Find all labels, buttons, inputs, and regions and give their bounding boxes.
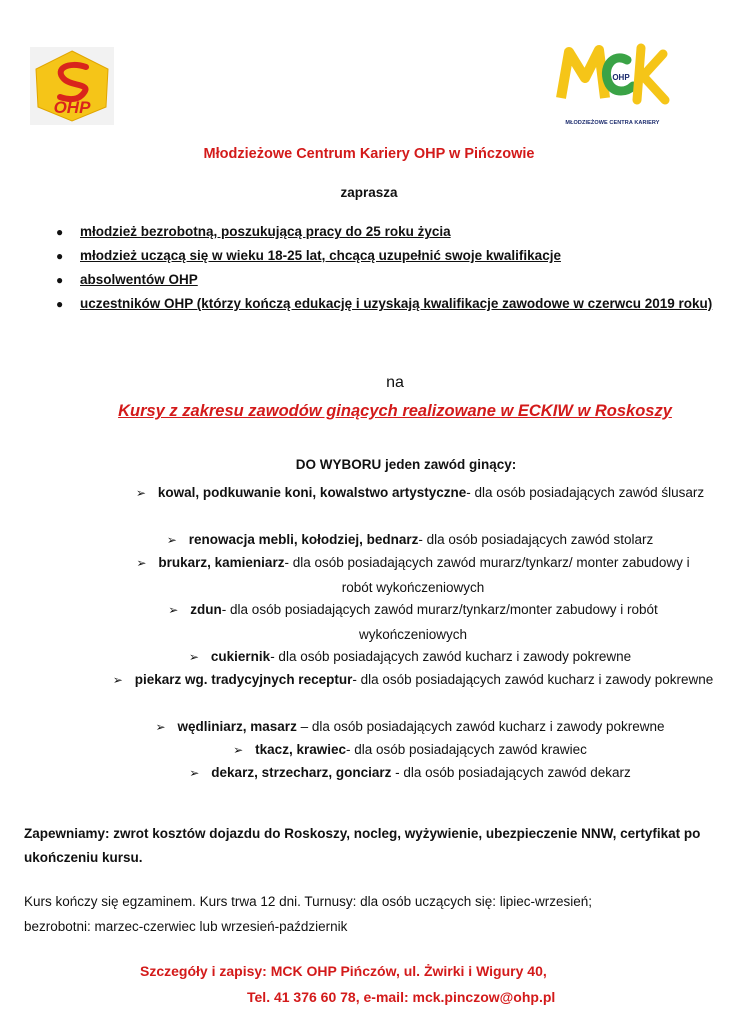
ohp-logo bbox=[30, 47, 114, 125]
course-item: ➢ zdun- dla osób posiadających zawód murarz/tynkarz/monter zabudowy i robót wykończeniowych bbox=[168, 602, 658, 642]
bullet-icon: ● bbox=[56, 273, 64, 287]
arrow-icon: ➢ bbox=[136, 556, 147, 570]
contact-phone-email: Tel. 41 376 60 78, e-mail: mck.pinczow@ohp.pl bbox=[247, 989, 556, 1005]
course-item: ➢ tkacz, krawiec- dla osób posiadających zawód krawiec bbox=[233, 742, 587, 757]
contact-address: Szczegóły i zapisy: MCK OHP Pińczów, ul. Żwirki i Wigury 40, bbox=[140, 963, 547, 979]
arrow-icon: ➢ bbox=[189, 766, 200, 780]
list-item: ● młodzież bezrobotną, poszukującą pracy do 25 roku życia bbox=[52, 220, 717, 244]
list-item: ● uczestników OHP (którzy kończą edukację i uzyskają kwalifikacje zawodowe w czerwcu 2019 roku) bbox=[52, 292, 717, 316]
title: Młodzieżowe Centrum Kariery OHP w Pińczowie bbox=[203, 146, 535, 162]
course-item: ➢ piekarz wg. tradycyjnych receptur- dla osób posiadających zawód kucharz i zawody pokrewne bbox=[112, 672, 714, 687]
mck-logo-ohp-text: OHP bbox=[612, 73, 630, 82]
mck-logo bbox=[555, 38, 670, 130]
bullet-icon: ● bbox=[56, 249, 64, 263]
arrow-icon: ➢ bbox=[233, 743, 244, 757]
guarantee-text: Zapewniamy: zwrot kosztów dojazdu do Roskoszy, nocleg, wyżywienie, ubezpieczenie NNW, certyfikat po ukończeniu kursu. bbox=[24, 826, 701, 865]
arrow-icon: ➢ bbox=[188, 650, 199, 664]
course-item: ➢ wędliniarz, masarz – dla osób posiadających zawód kucharz i zawody pokrewne bbox=[155, 719, 665, 734]
arrow-icon: ➢ bbox=[155, 720, 166, 734]
courses-title: Kursy z zakresu zawodów ginących realizowane w ECKIW w Roskoszy bbox=[118, 402, 672, 420]
course-item: ➢ renowacja mebli, kołodziej, bednarz- dla osób posiadających zawód stolarz bbox=[166, 532, 654, 547]
bullet-icon: ● bbox=[56, 225, 64, 239]
list-item: ● absolwentów OHP bbox=[52, 268, 717, 292]
audience-list bbox=[52, 220, 717, 316]
course-item: ➢ kowal, podkuwanie koni, kowalstwo artystyczne- dla osób posiadających zawód ślusarz bbox=[135, 485, 705, 500]
info-line: bezrobotni: marzec-czerwiec lub wrzesień-październik bbox=[24, 919, 348, 934]
mck-logo-caption: MŁODZIEŻOWE CENTRA KARIERY bbox=[565, 120, 660, 126]
choice-heading: DO WYBORU jeden zawód ginący: bbox=[295, 457, 517, 472]
info-line: Kurs kończy się egzaminem. Kurs trwa 12 dni. Turnusy: dla osób uczących się: lipiec-wrzesień; bbox=[24, 894, 592, 909]
list-item: ● młodzież uczącą się w wieku 18-25 lat, chcącą uzupełnić swoje kwalifikacje bbox=[52, 244, 717, 268]
course-item: ➢ brukarz, kamieniarz- dla osób posiadających zawód murarz/tynkarz/ monter zabudowy i robót wykończeniowych bbox=[136, 555, 690, 595]
bullet-icon: ● bbox=[56, 297, 64, 311]
arrow-icon: ➢ bbox=[166, 533, 177, 547]
course-item: ➢ dekarz, strzecharz, gonciarz - dla osób posiadających zawód dekarz bbox=[189, 765, 631, 780]
arrow-icon: ➢ bbox=[135, 486, 146, 500]
invites-text: zaprasza bbox=[340, 185, 398, 200]
course-item: ➢ cukiernik- dla osób posiadających zawód kucharz i zawody pokrewne bbox=[188, 649, 632, 664]
arrow-icon: ➢ bbox=[112, 673, 123, 687]
ohp-logo-text: OHP bbox=[53, 98, 91, 117]
na-text: na bbox=[386, 374, 404, 391]
info-text bbox=[24, 889, 724, 939]
arrow-icon: ➢ bbox=[168, 603, 179, 617]
